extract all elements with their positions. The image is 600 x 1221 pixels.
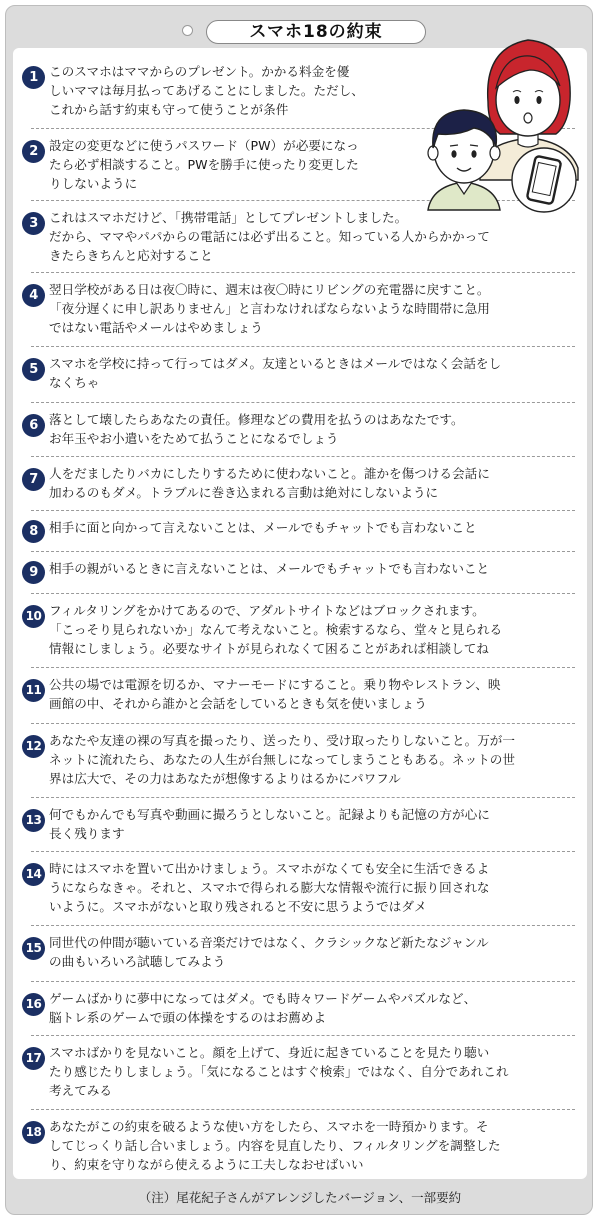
item-text: このスマホはママからのプレゼント。かかる料金を優 しいママは毎月払ってあげることにしました。ただし、 これから話す約束も守って使うことが条件 <box>49 64 364 117</box>
item-divider <box>31 456 575 457</box>
item-number-badge: 4 <box>22 284 45 307</box>
item-text: これはスマホだけど、「携帯電話」としてプレゼントしました。 だから、ママやパパからの電話には必ず出ること。知っている人からかかって きたらきちんと応対すること <box>49 210 490 263</box>
item-number-badge: 15 <box>22 937 45 960</box>
item-text: 公共の場では電源を切るか、マナーモードにすること。乗り物やレストラン、映 画館の中、それから誰かと会話をしているときも気を使いましょう <box>49 677 501 711</box>
item-number-badge: 3 <box>22 212 45 235</box>
item-text: 時にはスマホを置いて出かけましょう。スマホがなくても安全に生活できるよ うにならなきゃ。それと、スマホで得られる膨大な情報や流行に振り回されな いように。スマホがないと取り残されると不安に思うようではダメ <box>49 861 490 914</box>
promise-list <box>13 48 587 1179</box>
item-divider <box>31 667 575 668</box>
page-title: スマホ18の約束 <box>206 20 426 44</box>
item-text: 同世代の仲間が聴いている音楽だけではなく、クラシックなど新たなジャンル の曲もいろいろ試聴してみよう <box>49 935 489 969</box>
item-text: 相手に面と向かって言えないことは、メールでもチャットでも言わないこと <box>49 520 477 535</box>
item-divider <box>31 851 575 852</box>
item-text: スマホを学校に持って行ってはダメ。友達といるときはメールではなく会話をし なくちゃ <box>49 356 502 390</box>
item-text: あなたや友達の裸の写真を撮ったり、送ったり、受け取ったりしないこと。万が一 ネットに流れたら、あなたの人生が台無しになってしまうこともある。ネットの世 界は広大で、その力はあなたが想像するよりはるかにパワフル <box>49 733 515 786</box>
item-text: 相手の親がいるときに言えないことは、メールでもチャットでも言わないこと <box>49 561 490 576</box>
item-divider <box>31 346 575 347</box>
item-divider <box>31 551 575 552</box>
item-number-badge: 9 <box>22 561 45 584</box>
footnote: （注）尾花紀子さんがアレンジしたバージョン、一部要約 <box>138 1190 462 1205</box>
item-divider <box>31 797 575 798</box>
item-divider <box>31 1109 575 1110</box>
item-number-badge: 14 <box>22 863 45 886</box>
item-divider <box>31 925 575 926</box>
item-number-badge: 10 <box>22 605 45 628</box>
item-divider <box>31 593 575 594</box>
item-divider <box>31 510 575 511</box>
item-number-badge: 16 <box>22 993 45 1016</box>
family-illustration <box>418 30 586 215</box>
item-number-badge: 8 <box>22 520 45 543</box>
item-number-badge: 2 <box>22 140 45 163</box>
item-number-badge: 1 <box>22 66 45 89</box>
item-number-badge: 13 <box>22 809 45 832</box>
item-text: あなたがこの約束を破るような使い方をしたら、スマホを一時預かります。そ してじっくり話し合いましょう。内容を見直したり、フィルタリングを調整した り、約束を守りながら使えるように工夫しなおせばいい <box>49 1119 501 1172</box>
title-dot <box>182 25 193 36</box>
item-number-badge: 5 <box>22 358 45 381</box>
item-divider <box>31 723 575 724</box>
item-text: スマホばかりを見ないこと。顔を上げて、身近に起きていることを見たり聴い たり感じたりしましょう。「気になることはすぐ検索」ではなく、自分であれこれ 考えてみる <box>49 1045 509 1098</box>
item-text: フィルタリングをかけてあるので、アダルトサイトなどはブロックされます。 「こっそり見られないか」なんて考えないこと。検索するなら、堂々と見られる 情報にしましょう。必要なサイトが見られなくて困ることがあれば相談してね <box>49 603 503 656</box>
item-number-badge: 17 <box>22 1047 45 1070</box>
item-text: ゲームばかりに夢中になってはダメ。でも時々ワードゲームやパズルなど、 脳トレ系のゲームで頭の体操をするのはお薦めよ <box>49 991 477 1025</box>
item-number-badge: 18 <box>22 1121 45 1144</box>
boy-illustration <box>428 110 500 210</box>
item-divider <box>31 981 575 982</box>
item-text: 人をだましたりバカにしたりするために使わないこと。誰かを傷つける会話に 加わるのもダメ。トラブルに巻き込まれる言動は絶対にしないように <box>49 466 490 500</box>
item-divider <box>31 402 575 403</box>
item-number-badge: 6 <box>22 414 45 437</box>
item-divider <box>31 272 575 273</box>
item-text: 何でもかんでも写真や動画に撮ろうとしないこと。記録よりも記憶の方が心に 長く残ります <box>49 807 490 841</box>
item-number-badge: 11 <box>22 679 45 702</box>
item-text: 翌日学校がある日は夜〇時に、週末は夜〇時にリビングの充電器に戻すこと。 「夜分遅くに申し訳ありません」と言わなければならないような時間帯に急用 ではない電話やメールはやめましょう <box>49 282 490 335</box>
item-number-badge: 7 <box>22 468 45 491</box>
item-divider <box>31 1035 575 1036</box>
item-text: 設定の変更などに使うパスワード（PW）が必要になっ たら必ず相談すること。PWを勝手に使ったり変更した りしないように <box>49 138 359 191</box>
item-number-badge: 12 <box>22 735 45 758</box>
item-text: 落として壊したらあなたの責任。修理などの費用を払うのはあなたです。 お年玉やお小遣いをためて払うことになるでしょう <box>49 412 464 446</box>
smartphone-icon <box>512 148 576 212</box>
